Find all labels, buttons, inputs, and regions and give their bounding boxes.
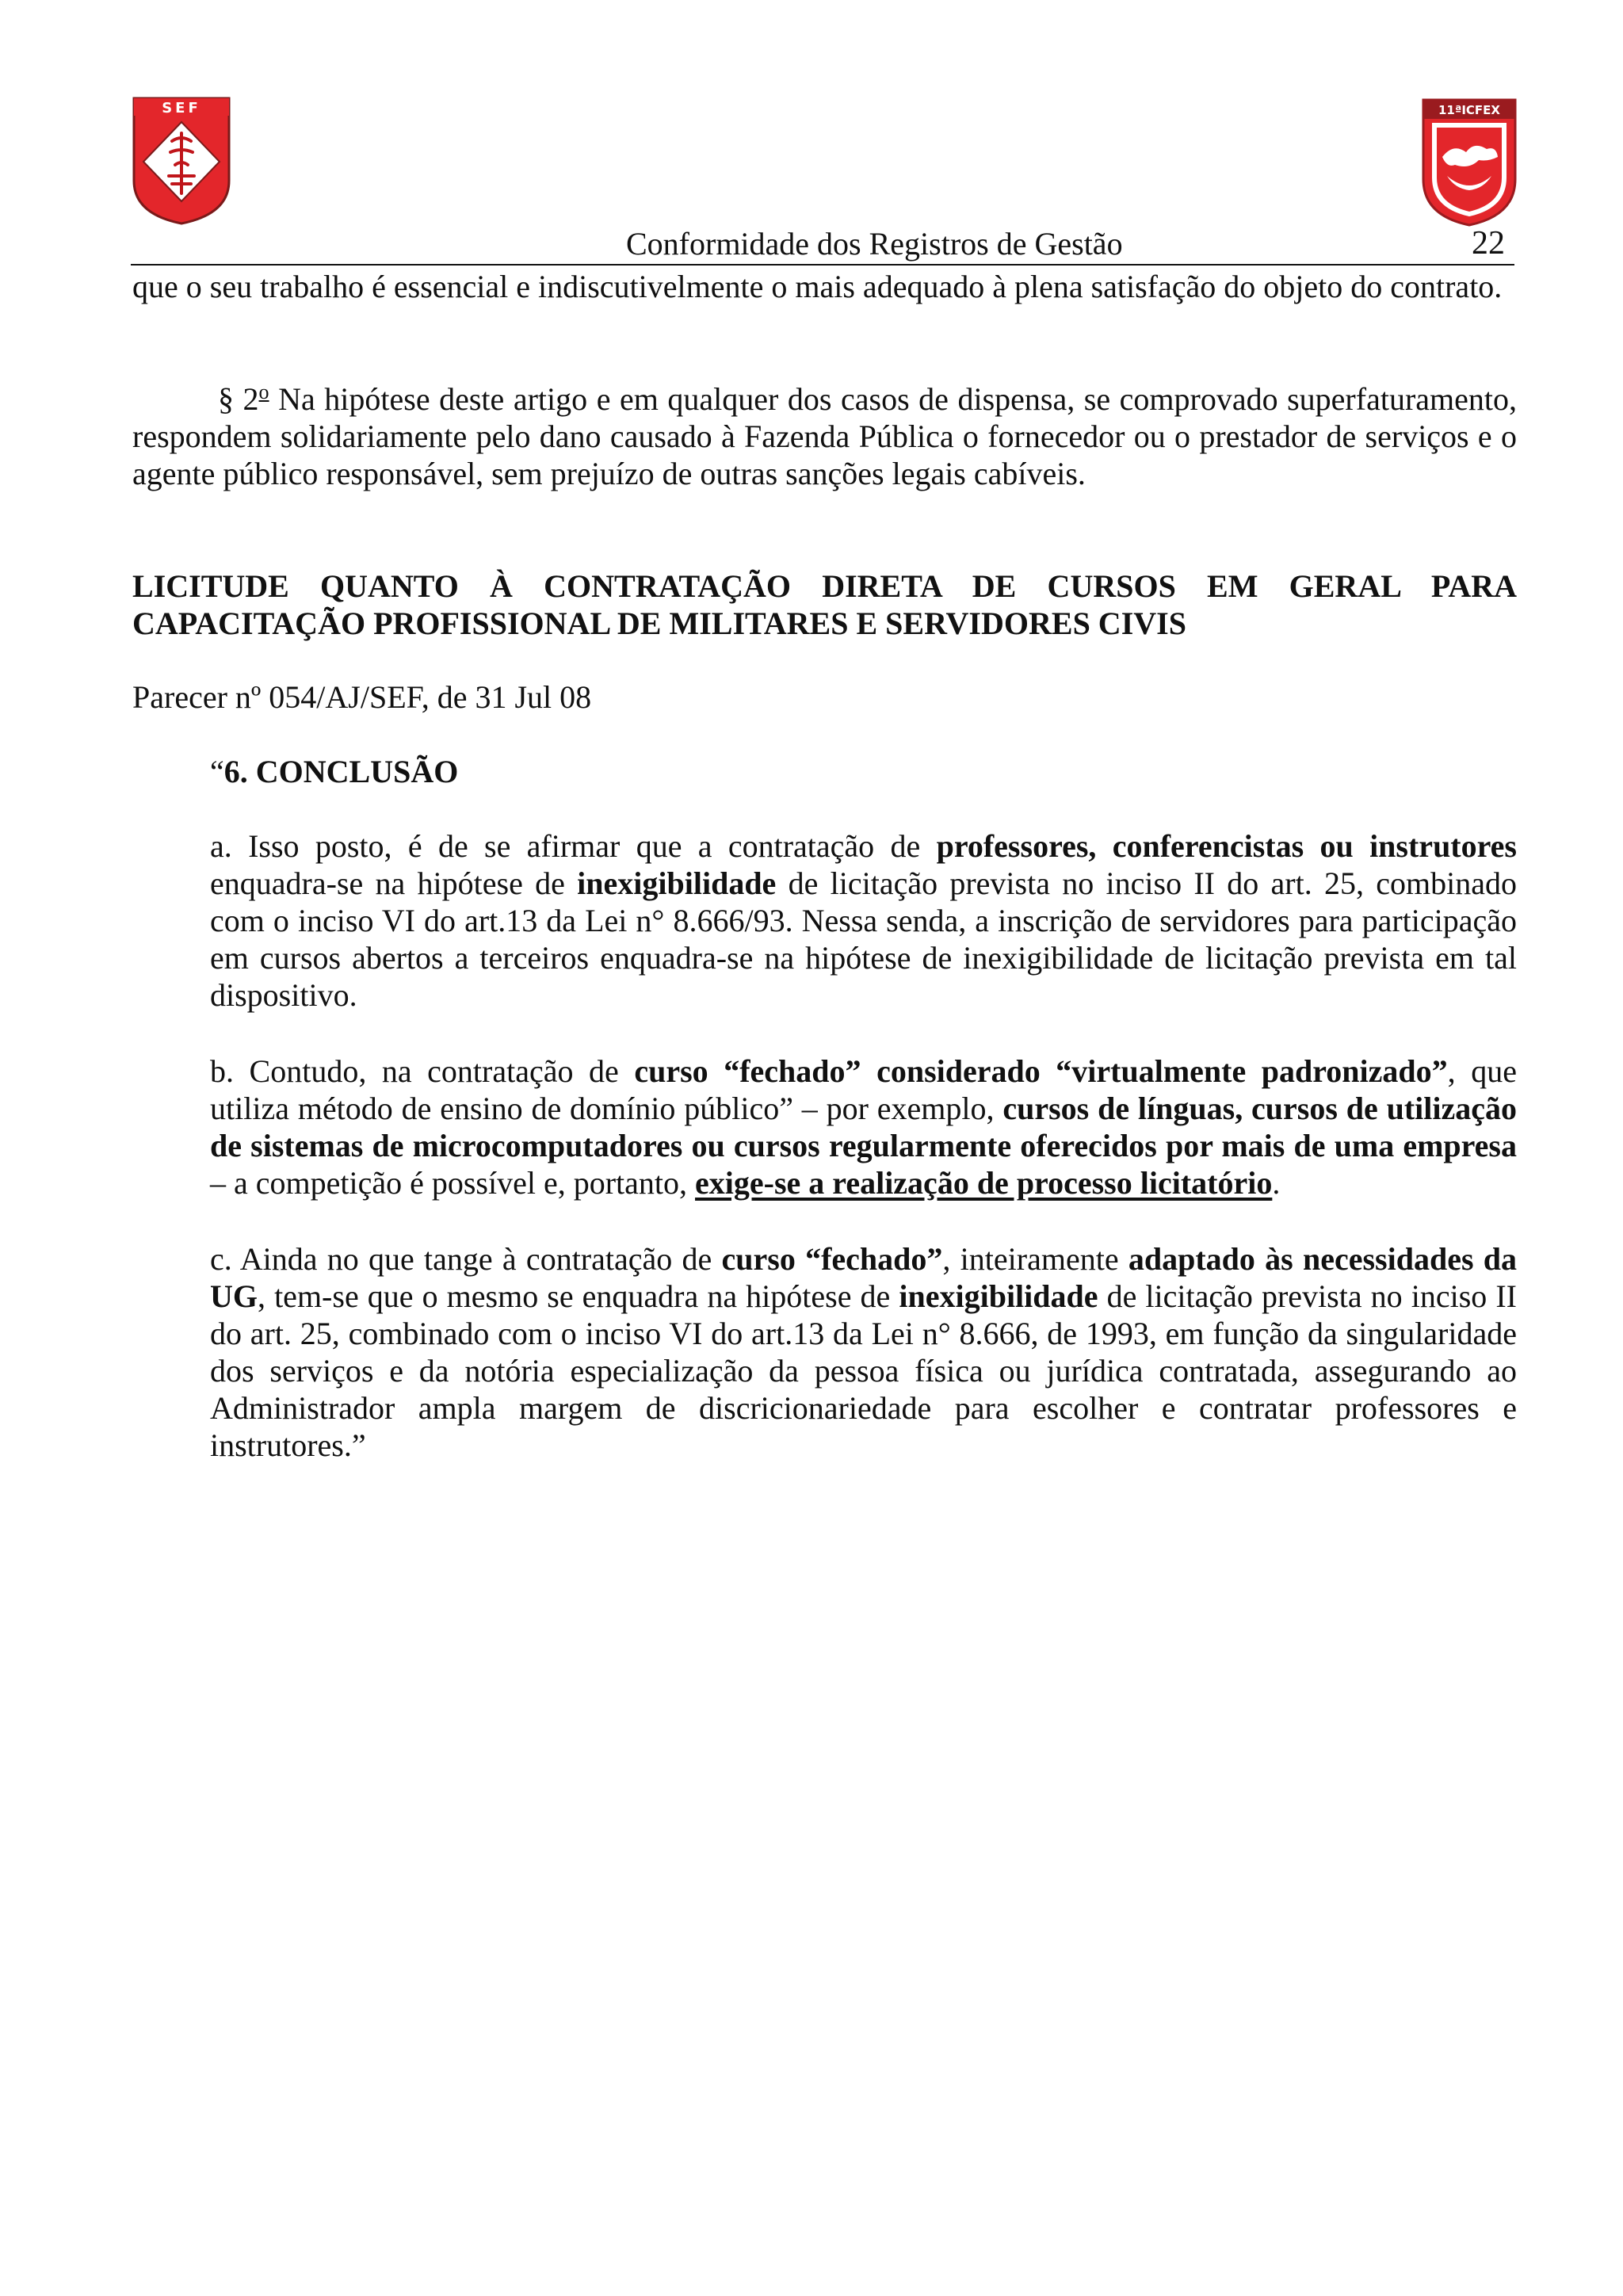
item-b-text-4: . [1272,1165,1281,1201]
header-title: Conformidade dos Registros de Gestão [626,226,1123,262]
item-c-bold-1: curso “fechado” [721,1241,943,1277]
item-a-bold-1: professores, conferencistas ou instrutores [936,828,1517,864]
paragraph-continuation [132,268,1517,305]
item-b-bold-1: curso “fechado” considerado “virtualmente padronizado” [634,1053,1448,1089]
page-header [131,218,1514,266]
item-c-bold-2: adaptado às necessidades da UG [210,1241,1518,1314]
item-c-text-4: de licitação prevista no inciso II do art. 25, combinado com o inciso VI do art.13 da Lei n° 8.666, de 1993, em função da singularidade dos serviços e da notória especialização da pessoa física ou jurídica contratada, assegurando ao Administrador ampla margem de discricionariedade para escolher e contratar professores e instrutores.” [210,1278,1517,1463]
item-c [210,1240,1517,1464]
quote-open: “ [210,754,224,789]
conclusion-title [210,753,1517,790]
item-b-text-3: – a competição é possível e, portanto, [210,1165,696,1201]
item-a-bold-2: inexigibilidade [577,865,777,901]
paragraph-text: Na hipótese deste artigo e em qualquer dos casos de dispensa, se comprovado superfaturamento, respondem solidariamente pelo dano causado à Fazenda Pública o fornecedor ou o prestador de serviços e o agente público responsável, sem prejuízo de outras sanções legais cabíveis. [132,381,1517,491]
item-a-text-3: de licitação prevista no inciso II do art. 25, combinado com o inciso VI do art.13 da Lei n° 8.666/93. Nessa senda, a inscrição de servidores para participação em cursos abertos a terceiros enquadra-se na hipótese de inexigibilidade de licitação prevista em tal dispositivo. [210,865,1518,1013]
page-number: 22 [1472,225,1505,262]
parecer-text: Parecer nº 054/AJ/SEF, de 31 Jul 08 [132,679,592,715]
item-a [210,827,1517,1014]
paragraph-section-2 [132,380,1517,492]
item-b-text-2: , que utiliza método de ensino de domínio público” – por exemplo, [210,1053,1517,1126]
item-c-bold-3: inexigibilidade [899,1278,1098,1314]
sef-shield-logo [131,95,232,226]
parecer-reference [132,678,1517,716]
item-b-text-1: b. Contudo, na contratação de [210,1053,635,1089]
section-ordinal: o [258,380,269,403]
item-c-text-2: , inteiramente [942,1241,1128,1277]
heading-text: LICITUDE QUANTO À CONTRATAÇÃO DIRETA DE CURSOS EM GERAL PARA CAPACITAÇÃO PROFISSIONAL DE MILITARES E SERVIDORES CIVIS [132,568,1517,641]
sef-logo-text: SEF [162,100,201,117]
item-c-text-3: , tem-se que o mesmo se enquadra na hipótese de [258,1278,899,1314]
item-c-text-1: c. Ainda no que tange à contratação de [210,1241,722,1277]
section-symbol: § 2 [218,381,259,417]
conclusion-title-text: 6. CONCLUSÃO [223,754,459,789]
icfex-logo-text: 11ªICFEX [1438,103,1500,117]
item-b-bold-underlined: exige-se a realização de processo licitatório [695,1165,1273,1201]
item-a-text-2: enquadra-se na hipótese de [210,865,578,901]
paragraph-text: que o seu trabalho é essencial e indiscutivelmente o mais adequado à plena satisfação do objeto do contrato. [132,269,1503,304]
item-b [210,1052,1517,1201]
item-b-bold-2: cursos de línguas, cursos de utilização de sistemas de microcomputadores ou cursos regularmente oferecidos por mais de uma empresa [210,1091,1517,1163]
section-heading [132,567,1517,642]
icfex-badge-logo [1419,97,1520,227]
item-a-text-1: a. Isso posto, é de se afirmar que a contratação de [210,828,937,864]
